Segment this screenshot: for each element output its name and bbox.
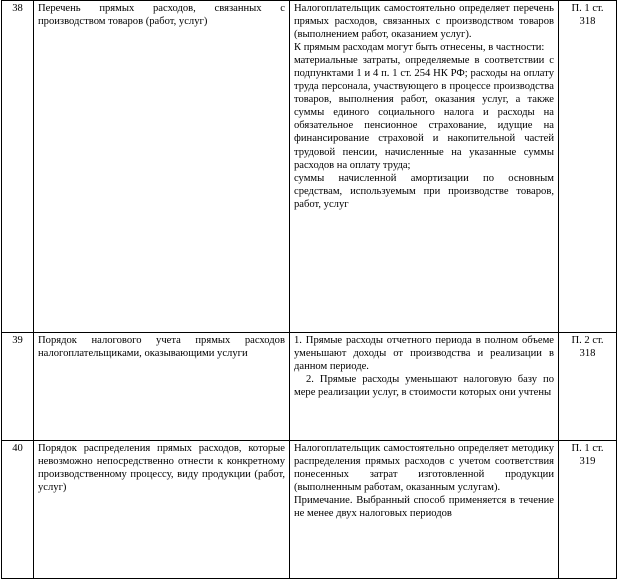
description-paragraph: Налогоплательщик самостоятельно определяет методику распределения прямых расходов с учетом соответствия понесенных затрат изготовленной продукции (выполненным работам, оказанным услугам). (294, 443, 554, 494)
description-paragraph: 1. Прямые расходы отчетного периода в полном объеме уменьшают доходы от производства и реализации в данном периоде. (294, 335, 554, 373)
row-title: Перечень прямых расходов, связанных с производством товаров (работ, услуг) (34, 1, 290, 333)
row-description (290, 441, 559, 579)
description-paragraph: К прямым расходам могут быть отнесены, в частности: (294, 42, 545, 54)
law-reference: П. 1 ст. 318 (559, 1, 617, 333)
row-number: 40 (2, 441, 34, 579)
row-description (290, 333, 559, 441)
description-paragraph: материальные затраты, определяемые в соответствии с подпунктами 1 и 4 п. 1 ст. 254 НК РФ; расходы на оплату труда персонала, участвующего в процессе производства товаров, выполнения работ, оказания услуг, а также суммы единого социального налога и расходы на обязательное пенсионное страхование, идущие на финансирование страховой и накопительной частей трудовой пенсии, начисленные на указанные суммы расходов на оплату труда; (294, 55, 554, 171)
law-reference: П. 1 ст. 319 (559, 441, 617, 579)
description-paragraph: суммы начисленной амортизации по основным средствам, используемым при производстве товаров, работ, услуг (294, 172, 554, 210)
row-number: 39 (2, 333, 34, 441)
row-title: Порядок распределения прямых расходов, которые невозможно непосредственно отнести к конкретному производственному процессу, виду продукции (работ, услуг) (34, 441, 290, 579)
row-description (290, 1, 559, 333)
description-paragraph: Налогоплательщик самостоятельно определяет перечень прямых расходов, связанных с производством товаров (выполнением работ, оказанием услуг). (294, 3, 554, 41)
table-row (2, 1, 617, 333)
law-reference: П. 2 ст. 318 (559, 333, 617, 441)
description-paragraph: Примечание. Выбранный способ применяется в течение не менее двух налоговых периодов (294, 495, 554, 520)
description-paragraph: 2. Прямые расходы уменьшают налоговую базу по мере реализации услуг, в стоимости которых они учтены (294, 374, 554, 399)
table-row (2, 441, 617, 579)
table-row (2, 333, 617, 441)
row-title: Порядок налогового учета прямых расходов налогоплательщиками, оказывающими услуги (34, 333, 290, 441)
tax-expenses-table (1, 0, 617, 579)
row-number: 38 (2, 1, 34, 333)
